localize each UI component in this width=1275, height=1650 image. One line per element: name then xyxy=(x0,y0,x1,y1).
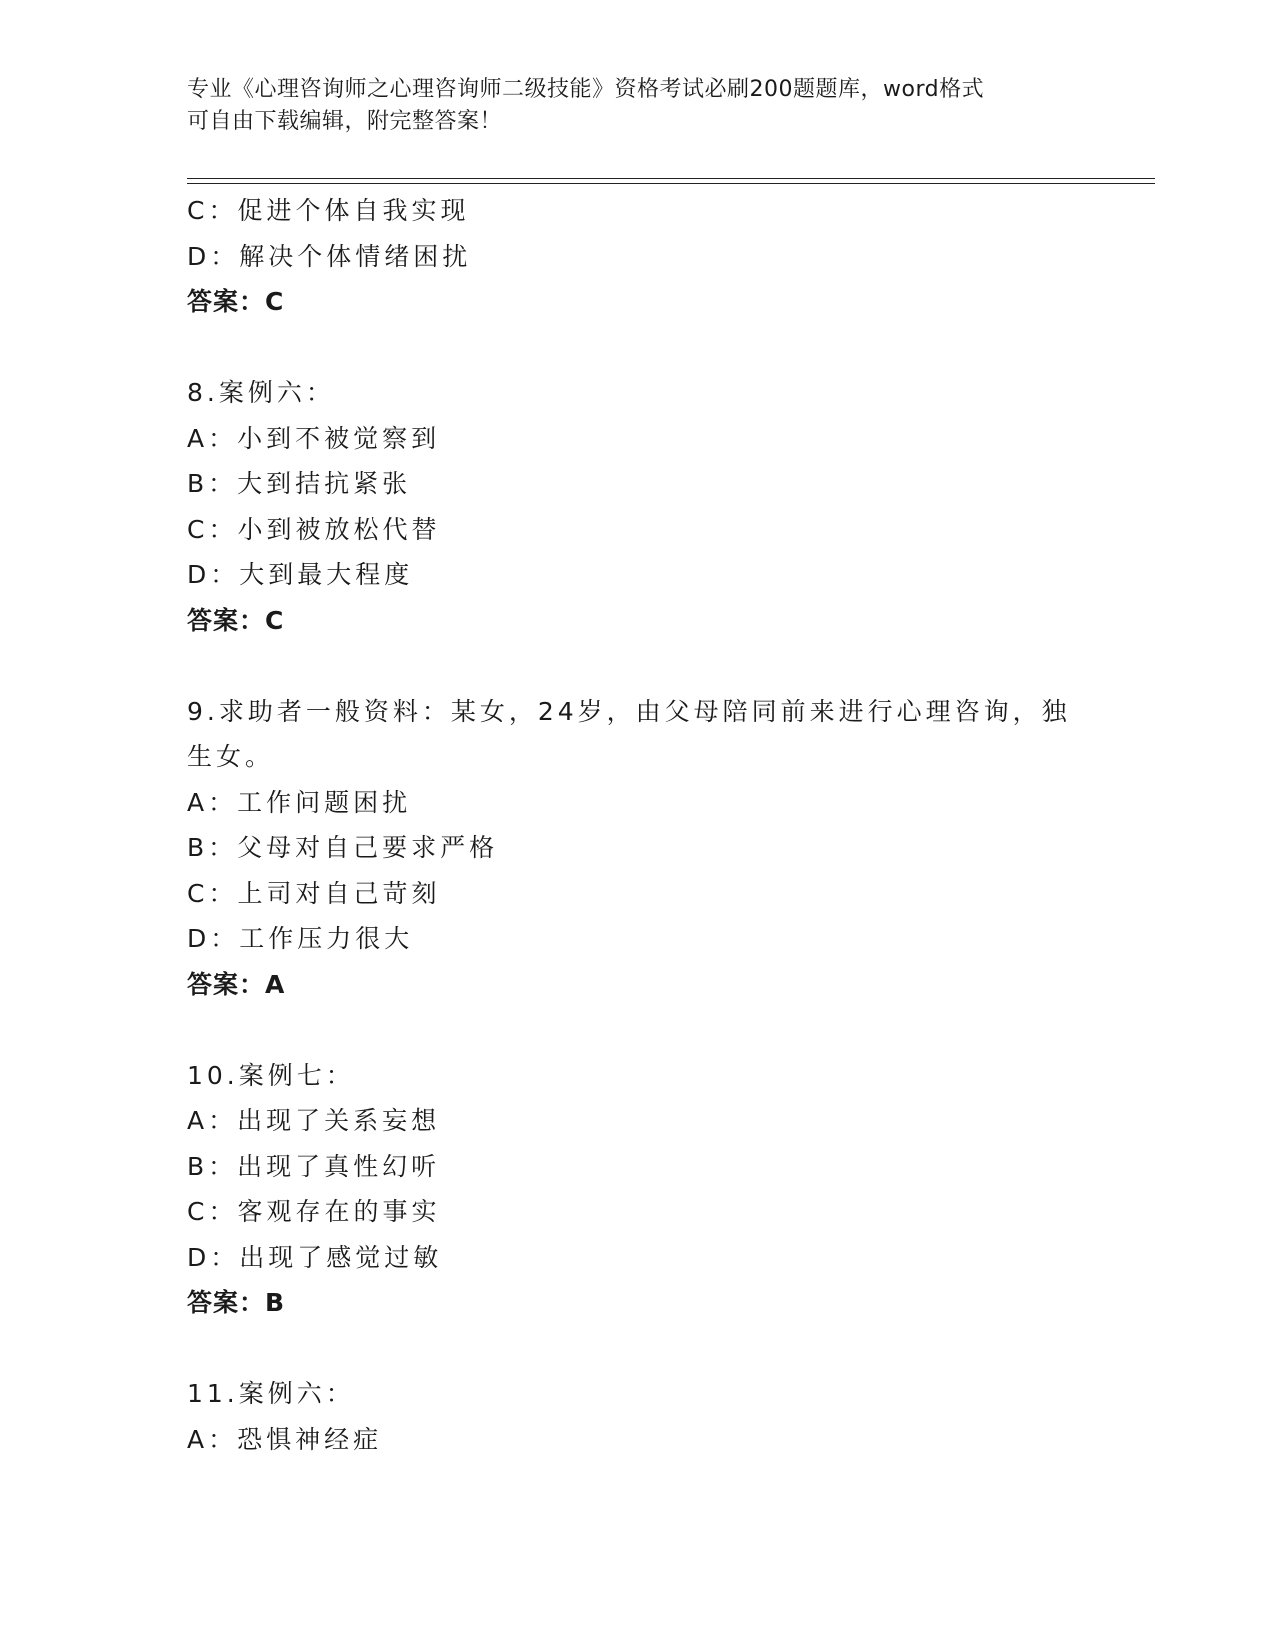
option-c: C：上司对自己苛刻 xyxy=(187,878,441,908)
question-list xyxy=(187,188,1087,1462)
option-b: B：出现了真性幻听 xyxy=(187,1151,441,1181)
question-block xyxy=(187,370,1087,643)
question-title: 11.案例六： xyxy=(187,1379,355,1408)
question-block xyxy=(187,689,1087,1008)
question-title: 8.案例六： xyxy=(187,378,335,407)
option-d: D：解决个体情绪困扰 xyxy=(187,241,472,271)
question-block xyxy=(187,1371,1087,1462)
header-line-2: 可自由下载编辑，附完整答案！ xyxy=(187,109,503,134)
header-line-1: 专业《心理咨询师之心理咨询师二级技能》资格考试必刷200题题库，word格式 xyxy=(187,77,985,102)
option-d: D：工作压力很大 xyxy=(187,924,414,953)
question-title-line-2: 生女。 xyxy=(187,742,275,771)
option-d: D：出现了感觉过敏 xyxy=(187,1242,443,1272)
header-divider-top xyxy=(187,178,1155,179)
option-a: A：出现了关系妄想 xyxy=(187,1106,441,1135)
option-c: C：小到被放松代替 xyxy=(187,514,441,544)
spacer xyxy=(187,325,1087,371)
question-title: 10.案例七： xyxy=(187,1060,355,1090)
spacer xyxy=(187,1007,1087,1053)
option-a: A：工作问题困扰 xyxy=(187,787,412,817)
option-c: C：促进个体自我实现 xyxy=(187,196,470,225)
question-block xyxy=(187,1053,1087,1326)
question-block xyxy=(187,188,1087,325)
answer-label: 答案：C xyxy=(187,605,285,635)
option-a: A：恐惧神经症 xyxy=(187,1424,383,1454)
document-header xyxy=(187,74,1087,138)
option-b: B：大到拮抗紧张 xyxy=(187,469,412,498)
option-c: C：客观存在的事实 xyxy=(187,1197,441,1226)
option-b: B：父母对自己要求严格 xyxy=(187,833,499,862)
answer-label: 答案：B xyxy=(187,1288,286,1317)
spacer xyxy=(187,643,1087,689)
option-d: D：大到最大程度 xyxy=(187,560,414,589)
answer-label: 答案：A xyxy=(187,969,286,999)
question-title-line-1: 9.求助者一般资料：某女，24岁，由父母陪同前来进行心理咨询，独 xyxy=(187,696,1071,726)
header-divider-bottom xyxy=(187,183,1155,184)
option-a: A：小到不被觉察到 xyxy=(187,423,441,453)
spacer xyxy=(187,1326,1087,1372)
answer-label: 答案：C xyxy=(187,287,285,316)
